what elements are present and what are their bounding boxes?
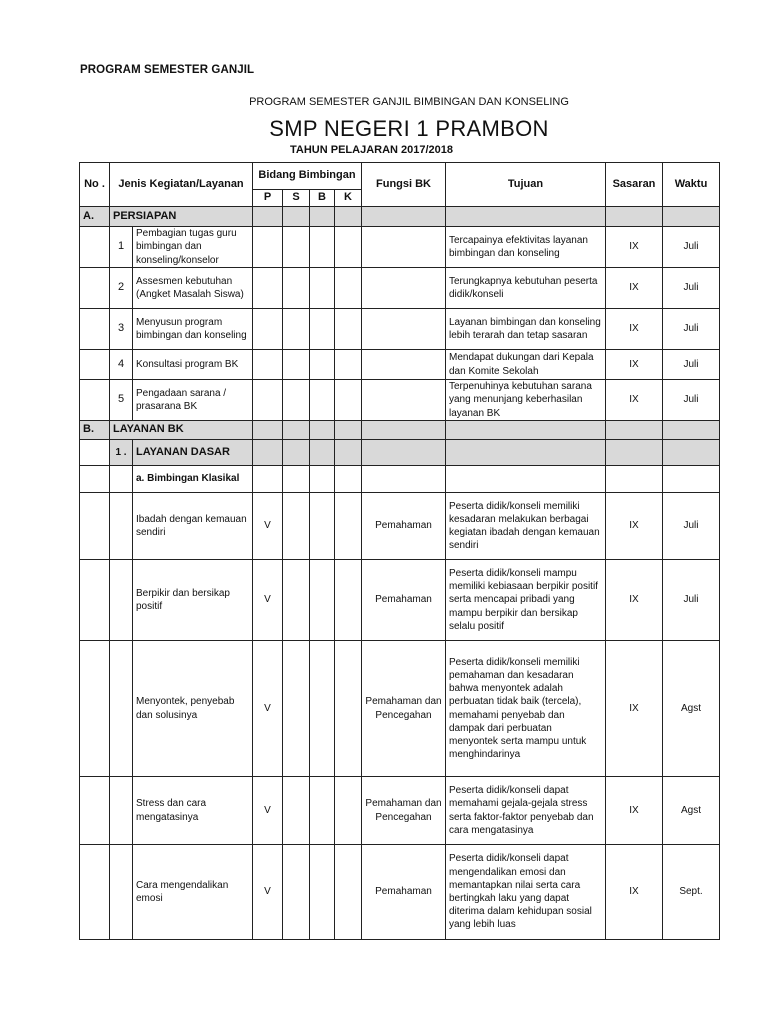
header-b: B	[310, 190, 335, 207]
bidang-p-cell: V	[253, 641, 283, 777]
section-label: LAYANAN BK	[110, 421, 253, 440]
tujuan-cell: Peserta didik/konseli dapat mengendalikan emosi dan memantapkan nilai serta cara bertingkah laku yang dapat diterima dalam kehidupan sosial yang lebih luas	[446, 845, 606, 940]
kegiatan-cell: Cara mengendalikan emosi	[133, 845, 253, 940]
tujuan-cell: Peserta didik/konseli dapat memahami gejala-gejala stress serta faktor-faktor penyebab dan cara mengatasinya	[446, 777, 606, 845]
kegiatan-cell: Berpikir dan bersikap positif	[133, 560, 253, 641]
sasaran-cell: IX	[606, 350, 663, 380]
sasaran-cell: IX	[606, 227, 663, 268]
kegiatan-cell: Ibadah dengan kemauan sendiri	[133, 493, 253, 560]
table-row	[80, 268, 720, 309]
waktu-cell: Juli	[663, 380, 720, 421]
subsection-row-layanan-dasar	[80, 440, 720, 466]
kegiatan-cell: Pengadaan sarana / prasarana BK	[133, 380, 253, 421]
program-table	[79, 162, 720, 940]
table-row	[80, 560, 720, 641]
subsection-number: 1 .	[110, 440, 133, 466]
bidang-p-cell: V	[253, 845, 283, 940]
header-bidang: Bidang Bimbingan	[253, 163, 362, 190]
fungsi-cell: Pemahaman	[362, 845, 446, 940]
row-number: 5	[110, 380, 133, 421]
row-number: 4	[110, 350, 133, 380]
fungsi-cell: Pemahaman	[362, 493, 446, 560]
waktu-cell: Juli	[663, 268, 720, 309]
sasaran-cell: IX	[606, 560, 663, 641]
fungsi-cell: Pemahaman	[362, 560, 446, 641]
tujuan-cell: Mendapat dukungan dari Kepala dan Komite Sekolah	[446, 350, 606, 380]
header-sasaran: Sasaran	[606, 163, 663, 207]
row-number: 3	[110, 309, 133, 350]
tujuan-cell: Layanan bimbingan dan konseling lebih terarah dan tetap sasaran	[446, 309, 606, 350]
sasaran-cell: IX	[606, 380, 663, 421]
row-number: 1	[110, 227, 133, 268]
table-row	[80, 309, 720, 350]
table-row	[80, 641, 720, 777]
section-code: A.	[80, 207, 110, 227]
table-row	[80, 350, 720, 380]
kegiatan-cell: Menyontek, penyebab dan solusinya	[133, 641, 253, 777]
kegiatan-cell: Stress dan cara mengatasinya	[133, 777, 253, 845]
kegiatan-cell: Konsultasi program BK	[133, 350, 253, 380]
bidang-p-cell: V	[253, 493, 283, 560]
tujuan-cell: Terpenuhinya kebutuhan sarana yang menunjang keberhasilan layanan BK	[446, 380, 606, 421]
table-row	[80, 777, 720, 845]
section-code: B.	[80, 421, 110, 440]
bidang-p-cell: V	[253, 777, 283, 845]
klasikal-row	[80, 466, 720, 493]
fungsi-cell: Pemahaman dan Pencegahan	[362, 777, 446, 845]
sasaran-cell: IX	[606, 845, 663, 940]
tujuan-cell: Terungkapnya kebutuhan peserta didik/konseli	[446, 268, 606, 309]
sasaran-cell: IX	[606, 493, 663, 560]
top-title: PROGRAM SEMESTER GANJIL	[80, 64, 255, 76]
fungsi-cell: Pemahaman dan Pencegahan	[362, 641, 446, 777]
waktu-cell: Agst	[663, 641, 720, 777]
kegiatan-cell: Assesmen kebutuhan (Angket Masalah Siswa)	[133, 268, 253, 309]
klasikal-label: a. Bimbingan Klasikal	[133, 466, 253, 493]
sasaran-cell: IX	[606, 641, 663, 777]
header-p: P	[253, 190, 283, 207]
header-waktu: Waktu	[663, 163, 720, 207]
table-row	[80, 227, 720, 268]
section-row-layanan-bk	[80, 421, 720, 440]
table-row	[80, 380, 720, 421]
sasaran-cell: IX	[606, 268, 663, 309]
table-row	[80, 493, 720, 560]
header-row	[80, 163, 720, 190]
waktu-cell: Juli	[663, 350, 720, 380]
kegiatan-cell: Pembagian tugas guru bimbingan dan konseling/konselor	[133, 227, 253, 268]
header-jenis: Jenis Kegiatan/Layanan	[110, 163, 253, 207]
bidang-p-cell: V	[253, 560, 283, 641]
tujuan-cell: Tercapainya efektivitas layanan bimbingan dan konseling	[446, 227, 606, 268]
header-fungsi: Fungsi BK	[362, 163, 446, 207]
section-row-persiapan	[80, 207, 720, 227]
sasaran-cell: IX	[606, 309, 663, 350]
tujuan-cell: Peserta didik/konseli mampu memiliki kebiasaan berpikir positif serta mencapai pribadi yang mampu berpikir dan bersikap selalu positif	[446, 560, 606, 641]
header-no: No .	[80, 163, 110, 207]
tujuan-cell: Peserta didik/konseli memiliki pemahaman dan kesadaran bahwa menyontek adalah perbuatan tidak baik (tercela), memahami penyebab dan dampak dari perbuatan menyontek serta mampu untuk menghindarinya	[446, 641, 606, 777]
tujuan-cell: Peserta didik/konseli memiliki kesadaran melakukan berbagai kegiatan ibadah dengan kemauan sendiri	[446, 493, 606, 560]
waktu-cell: Juli	[663, 560, 720, 641]
subsection-label: LAYANAN DASAR	[133, 440, 253, 466]
document-subtitle: PROGRAM SEMESTER GANJIL BIMBINGAN DAN KONSELING	[249, 96, 569, 108]
waktu-cell: Juli	[663, 493, 720, 560]
kegiatan-cell: Menyusun program bimbingan dan konseling	[133, 309, 253, 350]
header-s: S	[283, 190, 310, 207]
academic-year: TAHUN PELAJARAN 2017/2018	[290, 144, 454, 156]
header-k: K	[335, 190, 362, 207]
waktu-cell: Sept.	[663, 845, 720, 940]
section-label: PERSIAPAN	[110, 207, 253, 227]
waktu-cell: Juli	[663, 227, 720, 268]
header-tujuan: Tujuan	[446, 163, 606, 207]
table-row	[80, 845, 720, 940]
waktu-cell: Agst	[663, 777, 720, 845]
school-name: SMP NEGERI 1 PRAMBON	[269, 116, 549, 141]
sasaran-cell: IX	[606, 777, 663, 845]
waktu-cell: Juli	[663, 309, 720, 350]
row-number: 2	[110, 268, 133, 309]
